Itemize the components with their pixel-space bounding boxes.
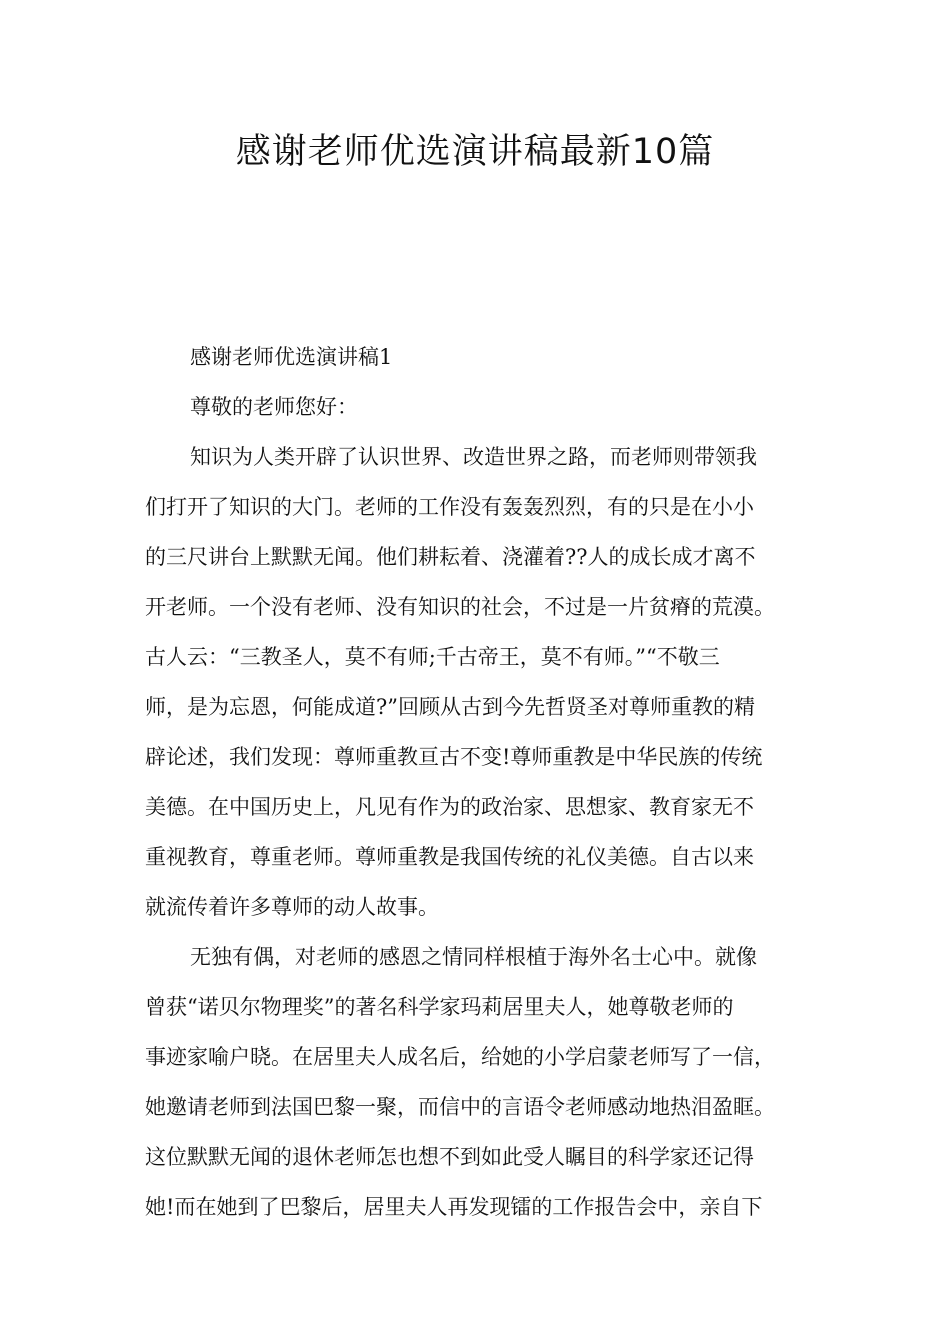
paragraph-line: 开老师。一个没有老师、没有知识的社会，不过是一片贫瘠的荒漠。 <box>145 595 775 619</box>
paragraph-line: 们打开了知识的大门。老师的工作没有轰轰烈烈，有的只是在小小 <box>145 495 754 519</box>
paragraph-line: 就流传着许多尊师的动人故事。 <box>145 895 439 919</box>
paragraph-line: 美德。在中国历史上，凡见有作为的政治家、思想家、教育家无不 <box>145 795 754 819</box>
paragraph-line: 重视教育，尊重老师。尊师重教是我国传统的礼仪美德。自古以来 <box>145 845 754 869</box>
document-title: 感谢老师优选演讲稿最新10篇 <box>235 132 715 172</box>
paragraph-1 <box>145 432 811 932</box>
greeting: 尊敬的老师您好： <box>190 395 358 419</box>
paragraph-2 <box>145 932 811 1232</box>
paragraph-line: 知识为人类开辟了认识世界、改造世界之路，而老师则带领我 <box>190 445 757 469</box>
paragraph-line: 她!而在她到了巴黎后，居里夫人再发现镭的工作报告会中，亲自下 <box>145 1195 763 1219</box>
document-body <box>145 332 811 1232</box>
paragraph-line: 曾获“诺贝尔物理奖”的著名科学家玛莉居里夫人，她尊敬老师的 <box>145 995 734 1019</box>
paragraph-line: 她邀请老师到法国巴黎一聚，而信中的言语令老师感动地热泪盈眶。 <box>145 1095 775 1119</box>
paragraph-line: 这位默默无闻的退休老师怎也想不到如此受人瞩目的科学家还记得 <box>145 1145 754 1169</box>
paragraph-line: 古人云：“三教圣人，莫不有师;千古帝王，莫不有师。”“不敬三 <box>145 645 720 669</box>
paragraph-line: 辟论述，我们发现：尊师重教亘古不变!尊师重教是中华民族的传统 <box>145 745 763 769</box>
paragraph-line: 的三尺讲台上默默无闻。他们耕耘着、浇灌着??人的成长成才离不 <box>145 545 756 569</box>
paragraph-line: 无独有偶，对老师的感恩之情同样根植于海外名士心中。就像 <box>190 945 757 969</box>
section-heading: 感谢老师优选演讲稿1 <box>190 345 393 369</box>
paragraph-line: 事迹家喻户晓。在居里夫人成名后，给她的小学启蒙老师写了一信， <box>145 1045 775 1069</box>
paragraph-line: 师，是为忘恩，何能成道?”回顾从古到今先哲贤圣对尊师重教的精 <box>145 695 755 719</box>
